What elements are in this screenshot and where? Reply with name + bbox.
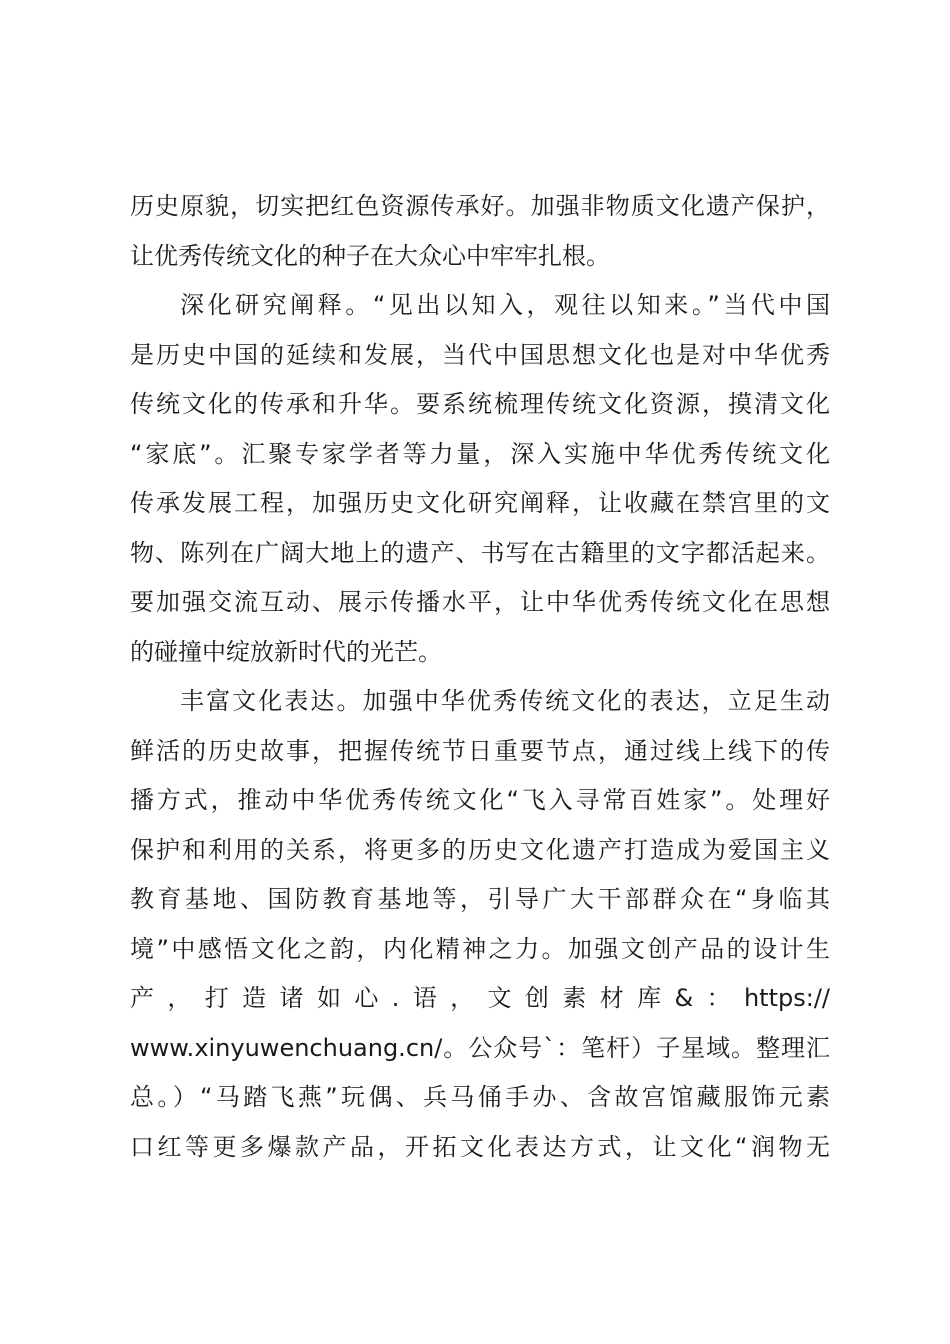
document-body (130, 182, 830, 1172)
text-line: 丰富文化表达。加强中华优秀传统文化的表达，立足生动 (180, 687, 830, 715)
text-line: 产，打造诸如心.语，文创素材库&：https:// (130, 984, 830, 1012)
text-line: “家底”。汇聚专家学者等力量，深入实施中华优秀传统文化 (130, 439, 830, 468)
text-line: 教育基地、国防教育基地等，引导广大干部群众在“身临其 (130, 885, 830, 913)
text-line: 保护和利用的关系，将更多的历史文化遗产打造成为爱国主义 (130, 835, 830, 864)
text-line: 境”中感悟文化之韵，内化精神之力。加强文创产品的设计生 (130, 934, 830, 963)
text-line: 是历史中国的延续和发展，当代中国思想文化也是对中华优秀 (130, 340, 830, 369)
text-line: 让优秀传统文化的种子在大众心中牢牢扎根。 (130, 241, 610, 270)
text-line: 要加强交流互动、展示传播水平，让中华优秀传统文化在思想 (130, 588, 830, 616)
text-line: 播方式，推动中华优秀传统文化“飞入寻常百姓家”。处理好 (130, 786, 830, 814)
text-line: 口红等更多爆款产品，开拓文化表达方式，让文化“润物无 (130, 1132, 830, 1161)
text-line: 深化研究阐释。“见出以知入，观往以知来。”当代中国 (180, 291, 830, 319)
text-line: www.xinyuwenchuang.cn/。公众号`：笔杆）子星域。整理汇 (130, 1033, 830, 1062)
text-line: 传承发展工程，加强历史文化研究阐释，让收藏在禁宫里的文 (130, 489, 830, 517)
text-line: 鲜活的历史故事，把握传统节日重要节点，通过线上线下的传 (130, 736, 830, 765)
text-line: 总。）“马踏飞燕”玩偶、兵马俑手办、含故宫馆藏服饰元素 (130, 1083, 830, 1111)
text-line: 的碰撞中绽放新时代的光芒。 (130, 637, 442, 666)
text-line: 历史原貌，切实把红色资源传承好。加强非物质文化遗产保护， (130, 192, 830, 220)
text-line: 物、陈列在广阔大地上的遗产、书写在古籍里的文字都活起来。 (130, 538, 830, 567)
text-line: 传统文化的传承和升华。要系统梳理传统文化资源，摸清文化 (130, 390, 830, 418)
